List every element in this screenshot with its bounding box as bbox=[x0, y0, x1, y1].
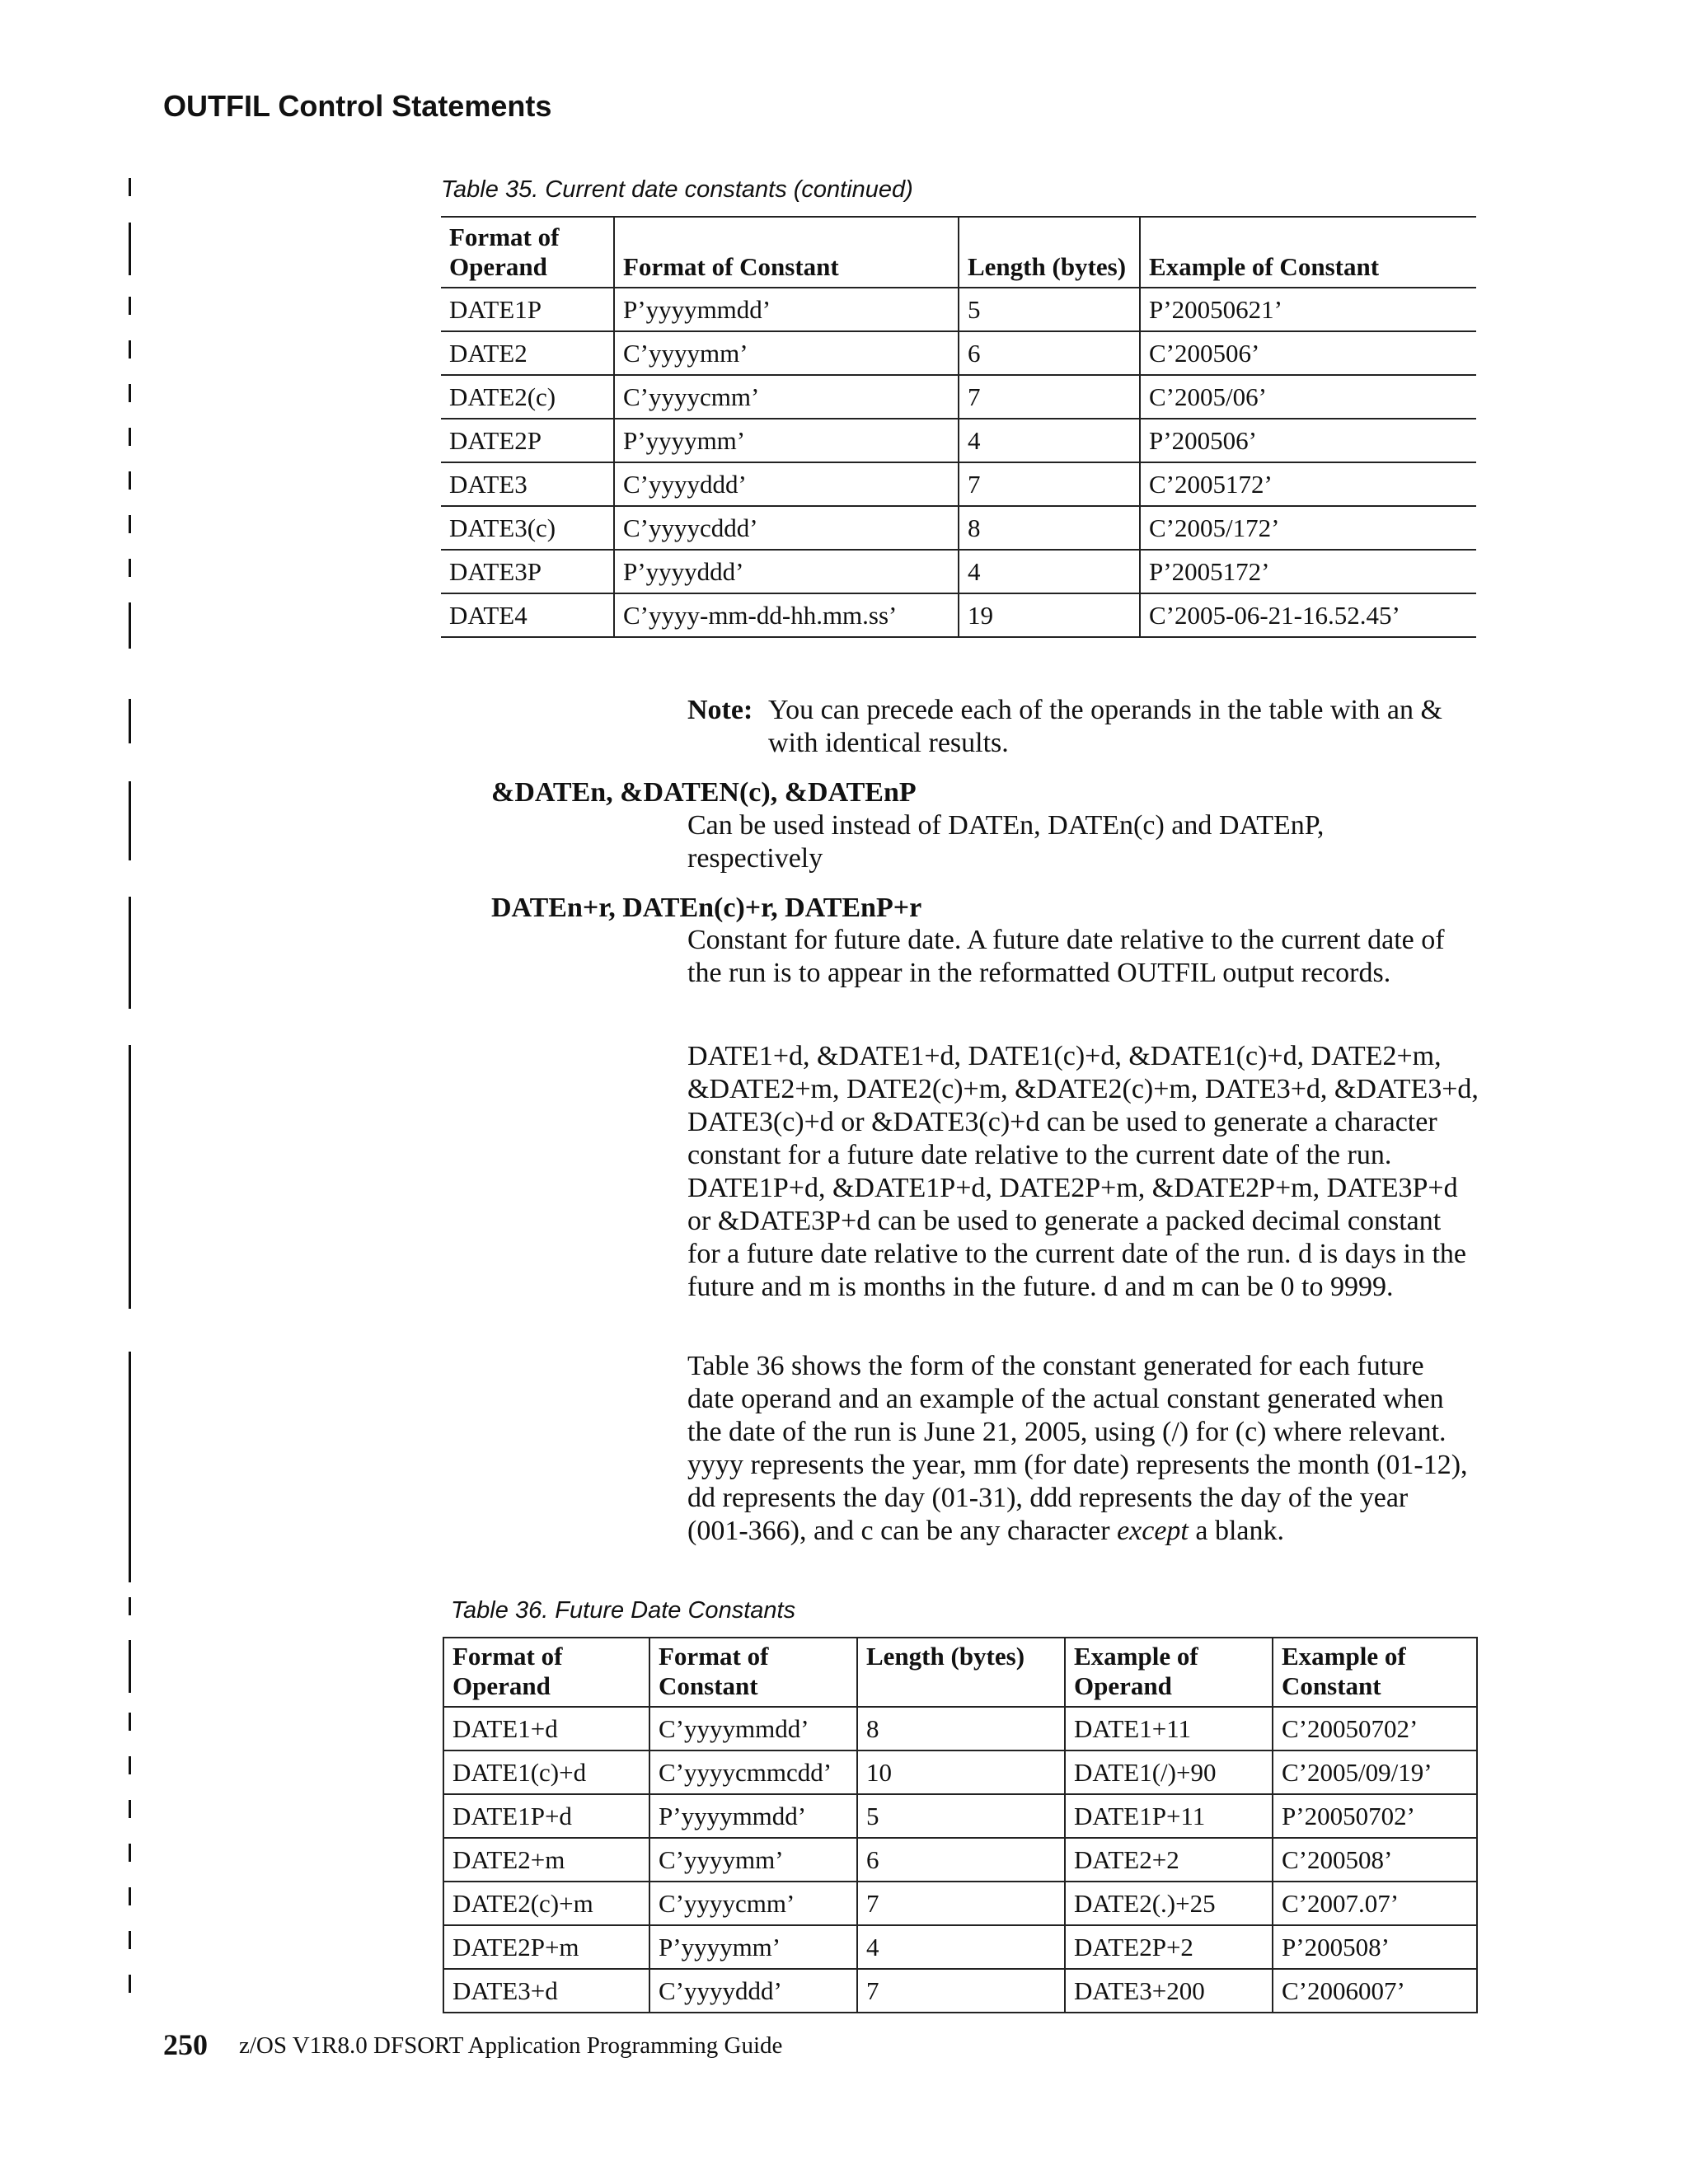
table36-col-header: Length (bytes) bbox=[857, 1638, 1065, 1707]
table-row bbox=[443, 1925, 1477, 1969]
page-number: 250 bbox=[163, 2028, 208, 2061]
table-cell: DATE3P bbox=[449, 556, 542, 586]
table-row bbox=[441, 331, 1476, 375]
table-cell: P’2005172’ bbox=[1140, 550, 1476, 593]
table-ref-emphasis: except bbox=[1117, 1516, 1189, 1546]
table-cell: 6 bbox=[857, 1838, 1065, 1882]
table-row bbox=[443, 1838, 1477, 1882]
table-cell: C’yyyycmmcdd’ bbox=[649, 1750, 857, 1794]
table35-col-header: Format of Constant bbox=[614, 217, 959, 288]
table-cell: 5 bbox=[959, 288, 1140, 331]
table-cell: DATE1P bbox=[449, 294, 542, 324]
table36 bbox=[443, 1637, 1478, 2013]
table-cell: 4 bbox=[959, 550, 1140, 593]
table35-header-row bbox=[441, 217, 1476, 288]
table-ref-tail: a blank. bbox=[1195, 1516, 1285, 1546]
table36-header-row bbox=[443, 1638, 1477, 1707]
table-cell: C’2005172’ bbox=[1140, 462, 1476, 506]
table-cell: DATE3(c) bbox=[449, 513, 556, 542]
table-cell: C’2005-06-21-16.52.45’ bbox=[1140, 593, 1476, 637]
table35-col-header: Example of Constant bbox=[1140, 217, 1476, 288]
table-row bbox=[443, 1794, 1477, 1838]
table-cell: DATE2P+m bbox=[443, 1925, 649, 1969]
table-cell: 8 bbox=[959, 506, 1140, 550]
running-header: OUTFIL Control Statements bbox=[163, 89, 552, 123]
table-cell: C’yyyyddd’ bbox=[614, 462, 959, 506]
table36-caption: Table 36. Future Date Constants bbox=[451, 1597, 796, 1624]
table-cell: 19 bbox=[959, 593, 1140, 637]
table-cell: DATE2(.)+25 bbox=[1065, 1882, 1273, 1925]
table35-caption: Table 35. Current date constants (continued) bbox=[441, 176, 913, 203]
table35-col-header: Format of Operand bbox=[449, 223, 560, 281]
table-cell: 6 bbox=[959, 331, 1140, 375]
table-row bbox=[443, 1969, 1477, 2013]
table-cell: C’yyyymm’ bbox=[649, 1838, 857, 1882]
table-row bbox=[443, 1882, 1477, 1925]
table36-col-header: Example of Constant bbox=[1273, 1638, 1477, 1707]
table-row bbox=[443, 1707, 1477, 1750]
table-cell: DATE1+11 bbox=[1065, 1707, 1273, 1750]
table35-col-header: Length (bytes) bbox=[959, 217, 1140, 288]
table-cell: P’yyyyddd’ bbox=[614, 550, 959, 593]
table-cell: C’yyyymm’ bbox=[614, 331, 959, 375]
note bbox=[687, 694, 1462, 758]
table-cell: P’yyyymmdd’ bbox=[614, 288, 959, 331]
term-future-date-usage: DATE1+d, &DATE1+d, DATE1(c)+d, &DATE1(c)+d, DATE2+m, &DATE2+m, DATE2(c)+m, &DATE2(c)+m, DATE3+d, &DATE3+d, DATE3(c)+d or &DATE3(c)+d can be used to generate a character constant for a future date relative to the current date of the run. DATE1P+d, &DATE1P+d, DATE2P+m, &DATE2P+m, DATE3P+d or &DATE3P+d can be used to generate a packed decimal constant for a future date relative to the current date of the run. d is days in the future and m is months in the future. d and m can be 0 to 9999. bbox=[687, 1041, 1479, 1302]
table-row bbox=[441, 375, 1476, 419]
table-cell: 7 bbox=[959, 375, 1140, 419]
table-cell: DATE2+m bbox=[443, 1838, 649, 1882]
table-cell: C’2005/172’ bbox=[1140, 506, 1476, 550]
table-cell: C’yyyycmm’ bbox=[649, 1882, 857, 1925]
table-cell: P’20050621’ bbox=[1140, 288, 1476, 331]
table-row bbox=[441, 462, 1476, 506]
table-cell: P’yyyymm’ bbox=[614, 419, 959, 462]
table-cell: 7 bbox=[857, 1882, 1065, 1925]
table-cell: DATE3+d bbox=[443, 1969, 649, 2013]
table-cell: DATE1+d bbox=[443, 1707, 649, 1750]
table-cell: 7 bbox=[959, 462, 1140, 506]
table-row bbox=[441, 288, 1476, 331]
table-cell: DATE1(/)+90 bbox=[1065, 1750, 1273, 1794]
table-cell: DATE2(c)+m bbox=[443, 1882, 649, 1925]
table-row bbox=[441, 419, 1476, 462]
table36-col-header: Example of Operand bbox=[1065, 1638, 1273, 1707]
note-text: You can precede each of the operands in the table with an & with identical results. bbox=[768, 695, 1442, 758]
table-cell: C’yyyymmdd’ bbox=[649, 1707, 857, 1750]
table-cell: 10 bbox=[857, 1750, 1065, 1794]
table-cell: DATE3 bbox=[449, 469, 528, 499]
table-cell: 5 bbox=[857, 1794, 1065, 1838]
table-cell: C’2007.07’ bbox=[1273, 1882, 1477, 1925]
table-cell: C’200508’ bbox=[1273, 1838, 1477, 1882]
table35-body bbox=[441, 288, 1476, 637]
table-cell: P’20050702’ bbox=[1273, 1794, 1477, 1838]
table-cell: C’yyyycddd’ bbox=[614, 506, 959, 550]
term-date-ampersand-desc: Can be used instead of DATEn, DATEn(c) and DATEnP, respectively bbox=[687, 810, 1325, 874]
term-date-ampersand: &DATEn, &DATEN(c), &DATEnP bbox=[491, 777, 917, 808]
table-cell: P’yyyymmdd’ bbox=[649, 1794, 857, 1838]
table-cell: P’200506’ bbox=[1140, 419, 1476, 462]
note-label: Note: bbox=[687, 695, 753, 725]
table-row bbox=[441, 550, 1476, 593]
table-cell: DATE1P+d bbox=[443, 1794, 649, 1838]
table36-col-header: Format of Operand bbox=[443, 1638, 649, 1707]
term-future-date: DATEn+r, DATEn(c)+r, DATEnP+r bbox=[491, 893, 922, 923]
term-future-date-desc: Constant for future date. A future date relative to the current date of the run is to appear in the reformatted OUTFIL output records. bbox=[687, 925, 1445, 988]
table36-body bbox=[443, 1707, 1477, 2013]
table-cell: C’2005/06’ bbox=[1140, 375, 1476, 419]
table-cell: 4 bbox=[959, 419, 1140, 462]
table-cell: C’2005/09/19’ bbox=[1273, 1750, 1477, 1794]
table-cell: 8 bbox=[857, 1707, 1065, 1750]
table-cell: C’yyyyddd’ bbox=[649, 1969, 857, 2013]
table-cell: DATE1(c)+d bbox=[443, 1750, 649, 1794]
table-cell: C’200506’ bbox=[1140, 331, 1476, 375]
term-future-date-table-ref bbox=[687, 1350, 1470, 1548]
table-cell: P’yyyymm’ bbox=[649, 1925, 857, 1969]
table-cell: DATE2(c) bbox=[449, 382, 556, 411]
table-row bbox=[441, 593, 1476, 637]
table-cell: C’yyyy-mm-dd-hh.mm.ss’ bbox=[614, 593, 959, 637]
table35 bbox=[441, 216, 1476, 638]
table-cell: C’2006007’ bbox=[1273, 1969, 1477, 2013]
table-cell: DATE4 bbox=[449, 600, 528, 630]
table36-col-header: Format of Constant bbox=[649, 1638, 857, 1707]
table-cell: DATE2 bbox=[449, 338, 528, 368]
table-row bbox=[441, 506, 1476, 550]
table-row bbox=[443, 1750, 1477, 1794]
table-cell: DATE2P+2 bbox=[1065, 1925, 1273, 1969]
table-ref-text: Table 36 shows the form of the constant generated for each future date operand and an example of the actual constant generated when the date of the run is June 21, 2005, using (/) for (c) where relevant. yyyy represents the year, mm (for date) represents the month (01-12), dd represents the day (01-31), ddd represents the day of the year (001-366), and c can be any character bbox=[687, 1351, 1468, 1546]
table-cell: C’yyyycmm’ bbox=[614, 375, 959, 419]
table-cell: DATE2+2 bbox=[1065, 1838, 1273, 1882]
table-cell: DATE1P+11 bbox=[1065, 1794, 1273, 1838]
footer-title: z/OS V1R8.0 DFSORT Application Programming Guide bbox=[239, 2032, 783, 2059]
table-cell: 4 bbox=[857, 1925, 1065, 1969]
table-cell: DATE2P bbox=[449, 425, 542, 455]
table-cell: P’200508’ bbox=[1273, 1925, 1477, 1969]
table-cell: C’20050702’ bbox=[1273, 1707, 1477, 1750]
table-cell: 7 bbox=[857, 1969, 1065, 2013]
table-cell: DATE3+200 bbox=[1065, 1969, 1273, 2013]
